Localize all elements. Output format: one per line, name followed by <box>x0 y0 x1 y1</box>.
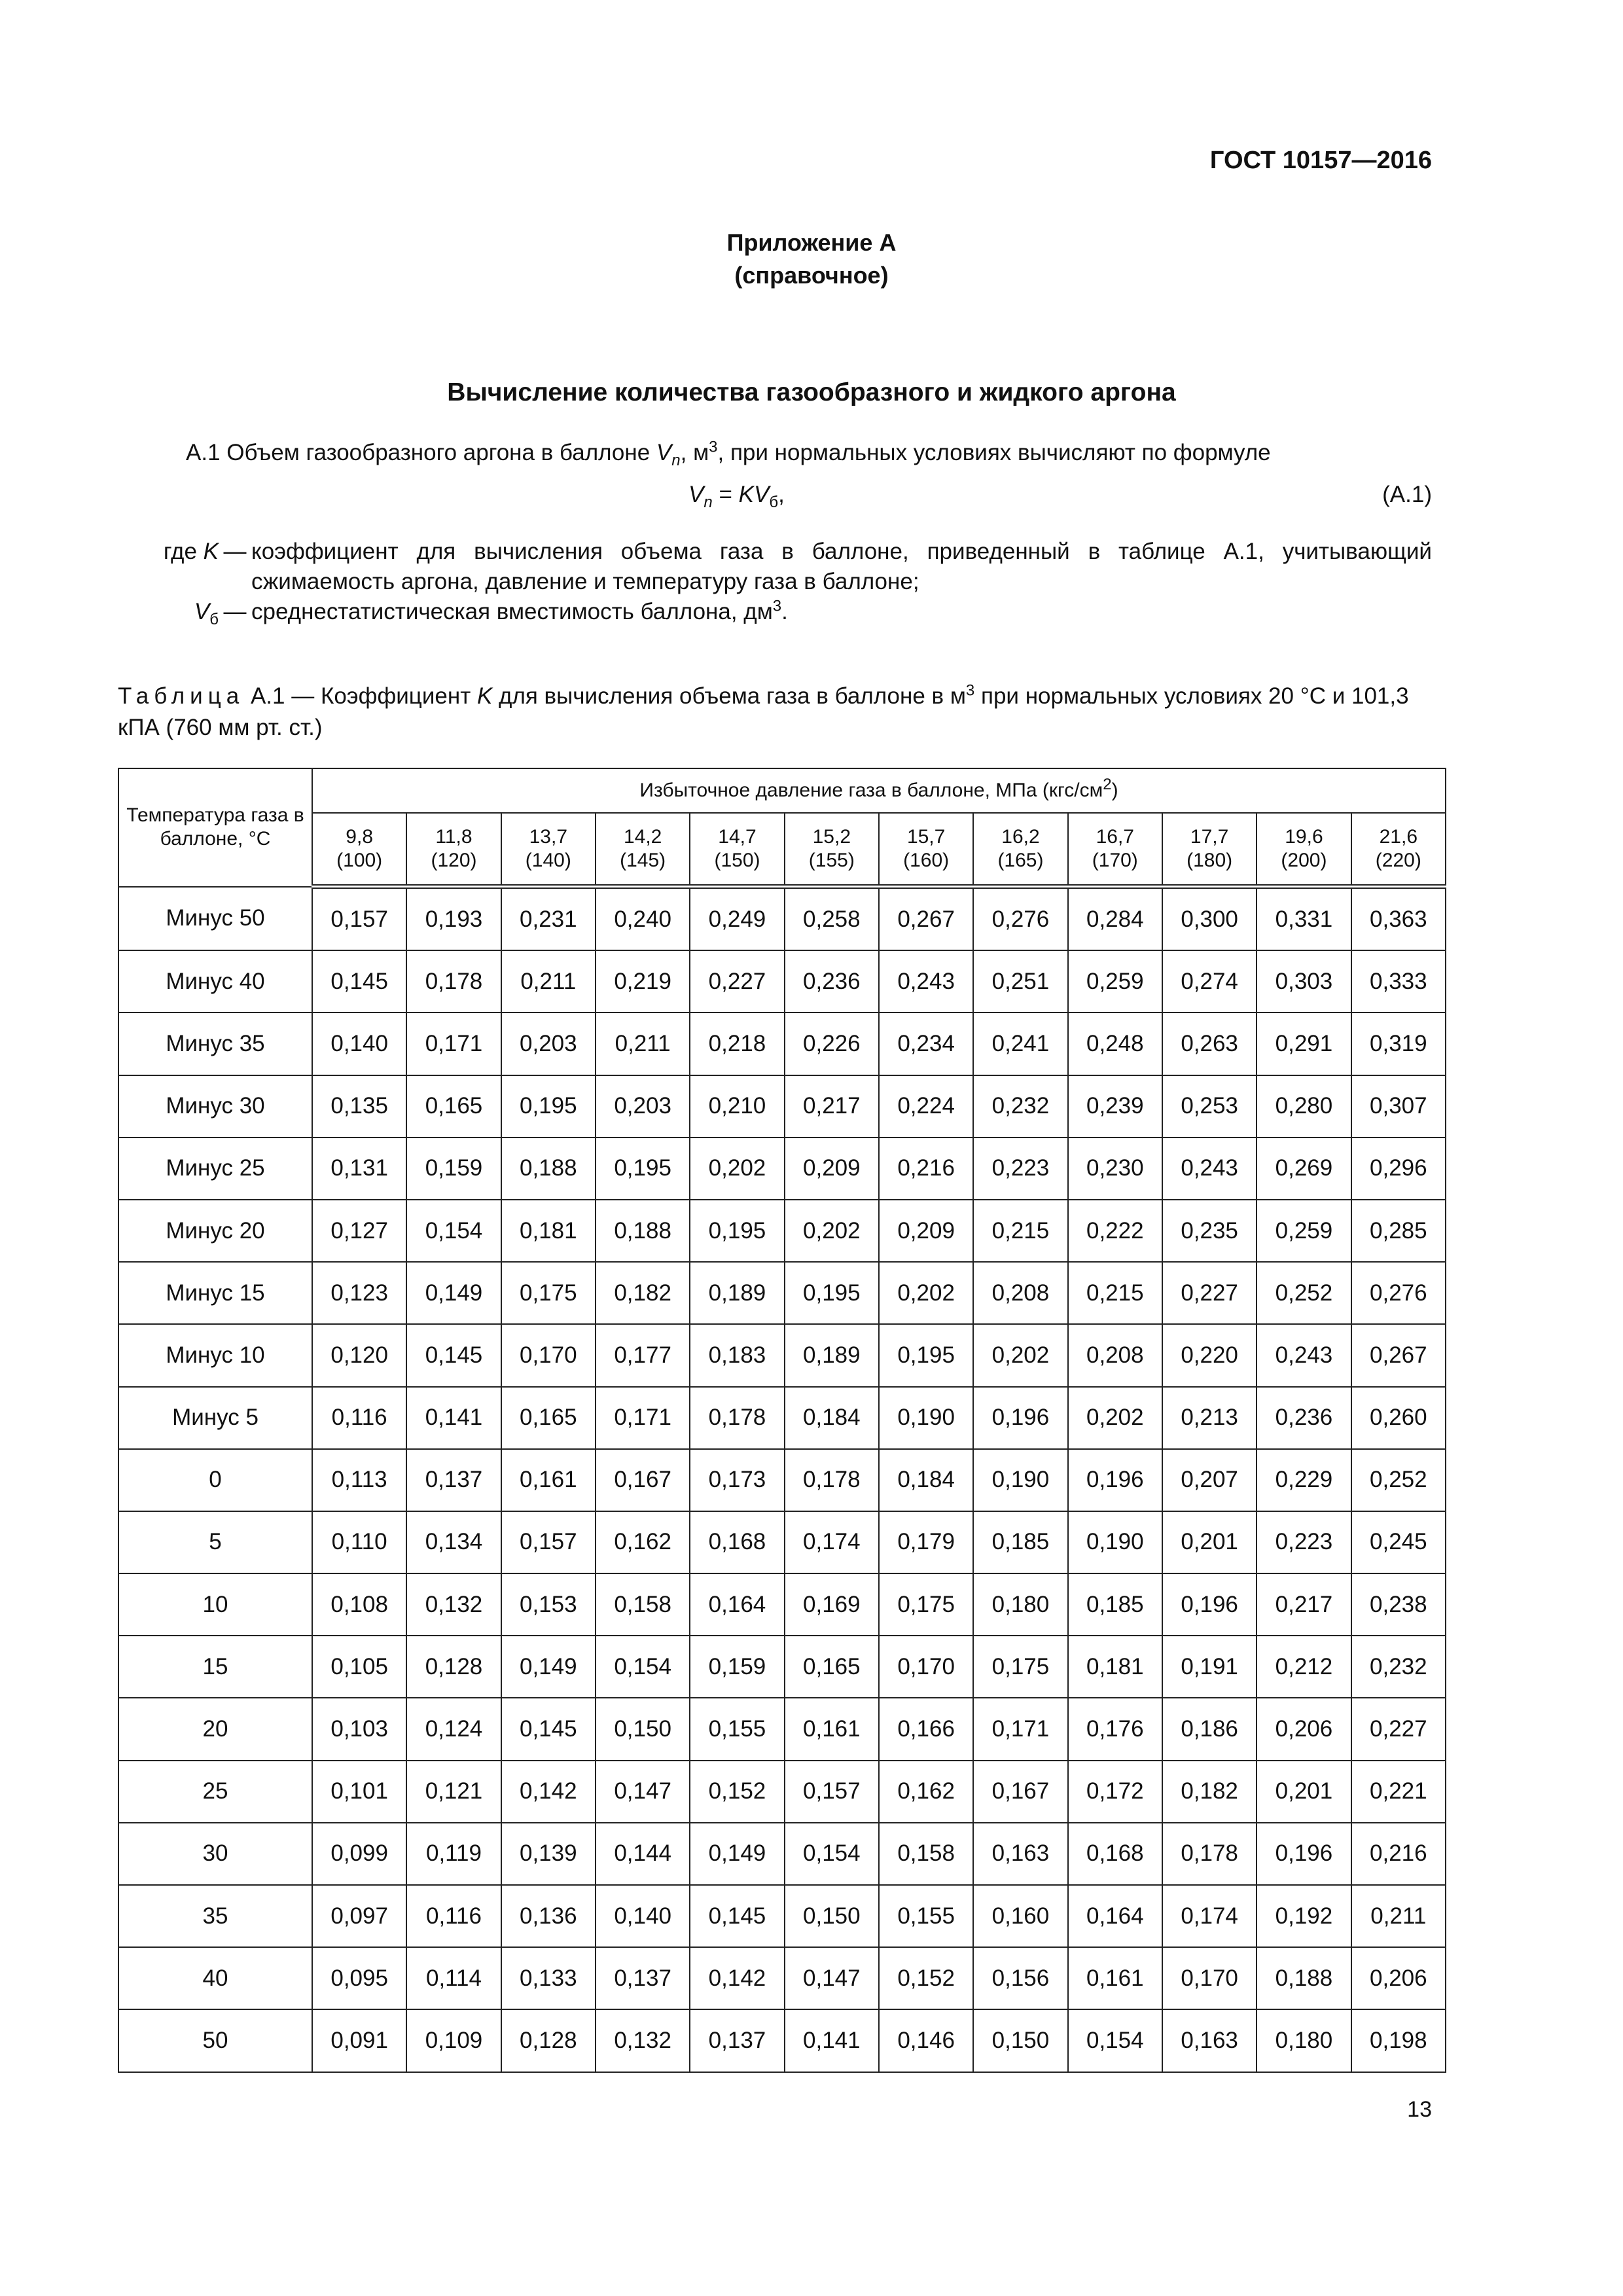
row-temperature: Минус 20 <box>118 1200 312 1262</box>
coefficient-table <box>118 768 1446 2073</box>
table-cell: 0,110 <box>312 1511 406 1573</box>
definitions <box>118 537 1432 627</box>
table-cell: 0,145 <box>312 950 406 1013</box>
table-cell: 0,127 <box>312 1200 406 1262</box>
table-cell: 0,201 <box>1162 1511 1257 1573</box>
table-cell: 0,222 <box>1068 1200 1162 1262</box>
table-cell: 0,221 <box>1351 1761 1446 1823</box>
table-cell: 0,248 <box>1068 1013 1162 1075</box>
table-cell: 0,274 <box>1162 950 1257 1013</box>
table-cell: 0,161 <box>785 1698 879 1760</box>
table-cell: 0,190 <box>973 1449 1067 1511</box>
table-cell: 0,190 <box>879 1387 973 1449</box>
table-row <box>118 2009 1446 2072</box>
table-cell: 0,175 <box>501 1262 596 1324</box>
table-row <box>118 1885 1446 1947</box>
table-cell: 0,180 <box>1257 2009 1351 2072</box>
row-temperature: Минус 35 <box>118 1013 312 1075</box>
table-cell: 0,140 <box>596 1885 690 1947</box>
column-header: 17,7 (180) <box>1162 813 1257 887</box>
section-title: Вычисление количества газообразного и жидкого аргона <box>447 378 1176 406</box>
table-cell: 0,227 <box>1162 1262 1257 1324</box>
table-cell: 0,202 <box>1068 1387 1162 1449</box>
table-cell: 0,211 <box>596 1013 690 1075</box>
table-cell: 0,176 <box>1068 1698 1162 1760</box>
table-cell: 0,136 <box>501 1885 596 1947</box>
standard-number: ГОСТ 10157—2016 <box>1209 147 1432 174</box>
table-cell: 0,207 <box>1162 1449 1257 1511</box>
row-temperature: Минус 10 <box>118 1324 312 1386</box>
table-cell: 0,159 <box>406 1138 501 1200</box>
table-cell: 0,211 <box>1351 1885 1446 1947</box>
table-cell: 0,296 <box>1351 1138 1446 1200</box>
table-row <box>118 1573 1446 1636</box>
table-cell: 0,153 <box>501 1573 596 1636</box>
table-row <box>118 1636 1446 1698</box>
table-cell: 0,178 <box>1162 1823 1257 1885</box>
table-cell: 0,218 <box>690 1013 784 1075</box>
table-cell: 0,123 <box>312 1262 406 1324</box>
table-cell: 0,162 <box>879 1761 973 1823</box>
table-cell: 0,331 <box>1257 887 1351 951</box>
table-cell: 0,236 <box>785 950 879 1013</box>
table-cell: 0,165 <box>785 1636 879 1698</box>
table-cell: 0,116 <box>312 1387 406 1449</box>
table-cell: 0,189 <box>785 1324 879 1386</box>
table-cell: 0,095 <box>312 1947 406 2009</box>
table-cell: 0,162 <box>596 1511 690 1573</box>
table-cell: 0,128 <box>501 2009 596 2072</box>
row-header-temperature: Температура газа в баллоне, °С <box>118 768 312 887</box>
table-cell: 0,164 <box>1068 1885 1162 1947</box>
table-cell: 0,121 <box>406 1761 501 1823</box>
table-cell: 0,159 <box>690 1636 784 1698</box>
table-cell: 0,147 <box>785 1947 879 2009</box>
table-cell: 0,188 <box>596 1200 690 1262</box>
table-cell: 0,232 <box>1351 1636 1446 1698</box>
table-cell: 0,113 <box>312 1449 406 1511</box>
table-cell: 0,186 <box>1162 1698 1257 1760</box>
appendix-type: (справочное) <box>734 262 889 289</box>
table-cell: 0,157 <box>312 887 406 951</box>
table-cell: 0,210 <box>690 1075 784 1138</box>
table-cell: 0,196 <box>1257 1823 1351 1885</box>
table-row <box>118 1200 1446 1262</box>
table-cell: 0,291 <box>1257 1013 1351 1075</box>
table-cell: 0,099 <box>312 1823 406 1885</box>
table-cell: 0,181 <box>501 1200 596 1262</box>
row-temperature: Минус 5 <box>118 1387 312 1449</box>
table-row <box>118 1698 1446 1760</box>
table-row <box>118 1013 1446 1075</box>
table-cell: 0,152 <box>690 1761 784 1823</box>
table-cell: 0,170 <box>501 1324 596 1386</box>
table-cell: 0,208 <box>1068 1324 1162 1386</box>
table-cell: 0,240 <box>596 887 690 951</box>
table-cell: 0,227 <box>690 950 784 1013</box>
table-cell: 0,141 <box>785 2009 879 2072</box>
table-cell: 0,234 <box>879 1013 973 1075</box>
table-cell: 0,177 <box>596 1324 690 1386</box>
table-cell: 0,243 <box>1257 1324 1351 1386</box>
table-row <box>118 1075 1446 1138</box>
row-temperature: 10 <box>118 1573 312 1636</box>
page-number: 13 <box>1407 2097 1432 2122</box>
table-cell: 0,252 <box>1257 1262 1351 1324</box>
table-cell: 0,276 <box>973 887 1067 951</box>
table-cell: 0,213 <box>1162 1387 1257 1449</box>
table-cell: 0,229 <box>1257 1449 1351 1511</box>
table-row <box>118 1324 1446 1386</box>
column-header: 16,7 (170) <box>1068 813 1162 887</box>
table-cell: 0,171 <box>596 1387 690 1449</box>
table-cell: 0,333 <box>1351 950 1446 1013</box>
table-cell: 0,155 <box>690 1698 784 1760</box>
table-cell: 0,174 <box>785 1511 879 1573</box>
table-cell: 0,223 <box>973 1138 1067 1200</box>
column-header: 15,7 (160) <box>879 813 973 887</box>
table-cell: 0,241 <box>973 1013 1067 1075</box>
table-cell: 0,185 <box>973 1511 1067 1573</box>
table-cell: 0,192 <box>1257 1885 1351 1947</box>
table-cell: 0,154 <box>406 1200 501 1262</box>
table-cell: 0,105 <box>312 1636 406 1698</box>
table-cell: 0,231 <box>501 887 596 951</box>
row-temperature: 35 <box>118 1885 312 1947</box>
table-cell: 0,238 <box>1351 1573 1446 1636</box>
table-row <box>118 1947 1446 2009</box>
table-cell: 0,155 <box>879 1885 973 1947</box>
table-cell: 0,280 <box>1257 1075 1351 1138</box>
table-cell: 0,206 <box>1257 1698 1351 1760</box>
table-cell: 0,185 <box>1068 1573 1162 1636</box>
table-cell: 0,170 <box>1162 1947 1257 2009</box>
table-cell: 0,253 <box>1162 1075 1257 1138</box>
table-cell: 0,101 <box>312 1761 406 1823</box>
table-cell: 0,235 <box>1162 1200 1257 1262</box>
table-cell: 0,149 <box>406 1262 501 1324</box>
table-cell: 0,195 <box>501 1075 596 1138</box>
table-cell: 0,167 <box>973 1761 1067 1823</box>
table-cell: 0,178 <box>785 1449 879 1511</box>
column-header: 16,2 (165) <box>973 813 1067 887</box>
table-cell: 0,195 <box>690 1200 784 1262</box>
table-cell: 0,243 <box>1162 1138 1257 1200</box>
table-cell: 0,142 <box>690 1947 784 2009</box>
row-temperature: Минус 30 <box>118 1075 312 1138</box>
table-cell: 0,193 <box>406 887 501 951</box>
table-cell: 0,224 <box>879 1075 973 1138</box>
table-cell: 0,208 <box>973 1262 1067 1324</box>
table-cell: 0,220 <box>1162 1324 1257 1386</box>
row-temperature: 40 <box>118 1947 312 2009</box>
table-cell: 0,195 <box>879 1324 973 1386</box>
table-cell: 0,160 <box>973 1885 1067 1947</box>
table-cell: 0,178 <box>406 950 501 1013</box>
table-cell: 0,202 <box>973 1324 1067 1386</box>
table-cell: 0,203 <box>596 1075 690 1138</box>
table-cell: 0,190 <box>1068 1511 1162 1573</box>
table-cell: 0,195 <box>596 1138 690 1200</box>
table-cell: 0,182 <box>1162 1761 1257 1823</box>
table-cell: 0,252 <box>1351 1449 1446 1511</box>
appendix-title: Приложение А <box>726 229 897 256</box>
table-cell: 0,184 <box>785 1387 879 1449</box>
table-cell: 0,232 <box>973 1075 1067 1138</box>
table-cell: 0,174 <box>1162 1885 1257 1947</box>
table-cell: 0,226 <box>785 1013 879 1075</box>
table-cell: 0,196 <box>973 1387 1067 1449</box>
table-cell: 0,137 <box>596 1947 690 2009</box>
table-cell: 0,175 <box>973 1636 1067 1698</box>
table-cell: 0,202 <box>879 1262 973 1324</box>
table-cell: 0,267 <box>1351 1324 1446 1386</box>
table-cell: 0,149 <box>501 1636 596 1698</box>
definition-k: где K — коэффициент для вычисления объема газа в баллоне, приведенный в таблице А.1, учитывающий сжимаемость аргона, давление и температуру газа в баллоне; <box>163 539 1432 594</box>
table-cell: 0,171 <box>406 1013 501 1075</box>
table-cell: 0,145 <box>501 1698 596 1760</box>
table-cell: 0,202 <box>785 1200 879 1262</box>
table-cell: 0,245 <box>1351 1511 1446 1573</box>
table-cell: 0,191 <box>1162 1636 1257 1698</box>
table-cell: 0,114 <box>406 1947 501 2009</box>
table-cell: 0,132 <box>406 1573 501 1636</box>
table-cell: 0,137 <box>406 1449 501 1511</box>
paragraph-a1: А.1 Объем газообразного аргона в баллоне $V_n$, $м^3$, при нормальных условиях вычисляют по формуле <box>186 438 1271 469</box>
column-header: 19,6 (200) <box>1257 813 1351 887</box>
table-cell: 0,150 <box>596 1698 690 1760</box>
table-cell: 0,211 <box>501 950 596 1013</box>
table-row <box>118 1262 1446 1324</box>
table-cell: 0,260 <box>1351 1387 1446 1449</box>
table-cell: 0,097 <box>312 1885 406 1947</box>
table-row <box>118 1823 1446 1885</box>
table-cell: 0,168 <box>690 1511 784 1573</box>
table-cell: 0,141 <box>406 1387 501 1449</box>
table-cell: 0,209 <box>785 1138 879 1200</box>
table-cell: 0,173 <box>690 1449 784 1511</box>
table-cell: 0,178 <box>690 1387 784 1449</box>
table-cell: 0,180 <box>973 1573 1067 1636</box>
table-cell: 0,167 <box>596 1449 690 1511</box>
table-cell: 0,263 <box>1162 1013 1257 1075</box>
table-cell: 0,144 <box>596 1823 690 1885</box>
table-cell: 0,120 <box>312 1324 406 1386</box>
table-cell: 0,276 <box>1351 1262 1446 1324</box>
table-cell: 0,303 <box>1257 950 1351 1013</box>
table-row <box>118 950 1446 1013</box>
table-row <box>118 1761 1446 1823</box>
table-row <box>118 1511 1446 1573</box>
table-cell: 0,179 <box>879 1511 973 1573</box>
row-temperature: 25 <box>118 1761 312 1823</box>
table-cell: 0,128 <box>406 1636 501 1698</box>
table-cell: 0,152 <box>879 1947 973 2009</box>
table-cell: 0,184 <box>879 1449 973 1511</box>
row-temperature: 5 <box>118 1511 312 1573</box>
table-cell: 0,195 <box>785 1262 879 1324</box>
table-cell: 0,157 <box>501 1511 596 1573</box>
table-cell: 0,158 <box>879 1823 973 1885</box>
table-cell: 0,251 <box>973 950 1067 1013</box>
row-temperature: 20 <box>118 1698 312 1760</box>
formula-number: (А.1) <box>1382 482 1432 507</box>
column-header: 13,7 (140) <box>501 813 596 887</box>
table-cell: 0,166 <box>879 1698 973 1760</box>
table-cell: 0,156 <box>973 1947 1067 2009</box>
table-cell: 0,216 <box>879 1138 973 1200</box>
table-cell: 0,203 <box>501 1013 596 1075</box>
table-cell: 0,363 <box>1351 887 1446 951</box>
table-cell: 0,116 <box>406 1885 501 1947</box>
table-cell: 0,150 <box>785 1885 879 1947</box>
table-cell: 0,202 <box>690 1138 784 1200</box>
table-cell: 0,133 <box>501 1947 596 2009</box>
table-cell: 0,172 <box>1068 1761 1162 1823</box>
table-cell: 0,109 <box>406 2009 501 2072</box>
table-cell: 0,230 <box>1068 1138 1162 1200</box>
row-temperature: 0 <box>118 1449 312 1511</box>
table-cell: 0,132 <box>596 2009 690 2072</box>
table-cell: 0,259 <box>1257 1200 1351 1262</box>
table-cell: 0,134 <box>406 1511 501 1573</box>
table-cell: 0,227 <box>1351 1698 1446 1760</box>
table-cell: 0,217 <box>1257 1573 1351 1636</box>
table-row <box>118 1138 1446 1200</box>
table-cell: 0,154 <box>1068 2009 1162 2072</box>
table-cell: 0,158 <box>596 1573 690 1636</box>
table-row <box>118 1387 1446 1449</box>
row-temperature: Минус 15 <box>118 1262 312 1324</box>
row-temperature: 30 <box>118 1823 312 1885</box>
table-cell: 0,165 <box>406 1075 501 1138</box>
table-cell: 0,175 <box>879 1573 973 1636</box>
table-cell: 0,139 <box>501 1823 596 1885</box>
table-cell: 0,239 <box>1068 1075 1162 1138</box>
formula: $V_n = KV_б$, <box>688 482 785 511</box>
table-cell: 0,188 <box>501 1138 596 1200</box>
column-header: 9,8 (100) <box>312 813 406 887</box>
table-cell: 0,201 <box>1257 1761 1351 1823</box>
table-cell: 0,182 <box>596 1262 690 1324</box>
table-cell: 0,170 <box>879 1636 973 1698</box>
table-cell: 0,168 <box>1068 1823 1162 1885</box>
table-cell: 0,161 <box>501 1449 596 1511</box>
table-cell: 0,157 <box>785 1761 879 1823</box>
table-cell: 0,223 <box>1257 1511 1351 1573</box>
table-cell: 0,259 <box>1068 950 1162 1013</box>
table-caption: Таблица А.1 — Коэффициент K для вычисления объема газа в баллоне в $м^3$ при нормальных условиях 20 °C и 101,3 кПА (760 мм рт. ст.) <box>118 681 1409 740</box>
table-cell: 0,196 <box>1162 1573 1257 1636</box>
table-cell: 0,188 <box>1257 1947 1351 2009</box>
table-cell: 0,215 <box>973 1200 1067 1262</box>
table-cell: 0,149 <box>690 1823 784 1885</box>
definition-vb: $V_б$ — среднестатистическая вместимость баллона, $дм^3$. <box>194 597 788 628</box>
row-temperature: 50 <box>118 2009 312 2072</box>
column-header: 11,8 (120) <box>406 813 501 887</box>
table-cell: 0,154 <box>785 1823 879 1885</box>
table-cell: 0,145 <box>406 1324 501 1386</box>
table-cell: 0,219 <box>596 950 690 1013</box>
table-cell: 0,103 <box>312 1698 406 1760</box>
table-cell: 0,236 <box>1257 1387 1351 1449</box>
table-cell: 0,146 <box>879 2009 973 2072</box>
table-cell: 0,284 <box>1068 887 1162 951</box>
table-cell: 0,300 <box>1162 887 1257 951</box>
table-cell: 0,267 <box>879 887 973 951</box>
table-cell: 0,171 <box>973 1698 1067 1760</box>
table-cell: 0,183 <box>690 1324 784 1386</box>
table-cell: 0,163 <box>973 1823 1067 1885</box>
table-cell: 0,164 <box>690 1573 784 1636</box>
table-cell: 0,212 <box>1257 1636 1351 1698</box>
table-cell: 0,285 <box>1351 1200 1446 1262</box>
table-cell: 0,161 <box>1068 1947 1162 2009</box>
table-cell: 0,150 <box>973 2009 1067 2072</box>
row-temperature: Минус 50 <box>118 887 312 951</box>
table-cell: 0,307 <box>1351 1075 1446 1138</box>
table-cell: 0,165 <box>501 1387 596 1449</box>
table-cell: 0,258 <box>785 887 879 951</box>
table-cell: 0,154 <box>596 1636 690 1698</box>
table-row <box>118 1449 1446 1511</box>
table-cell: 0,209 <box>879 1200 973 1262</box>
row-temperature: Минус 25 <box>118 1138 312 1200</box>
table-cell: 0,196 <box>1068 1449 1162 1511</box>
table-cell: 0,137 <box>690 2009 784 2072</box>
table-cell: 0,091 <box>312 2009 406 2072</box>
table-cell: 0,147 <box>596 1761 690 1823</box>
row-temperature: 15 <box>118 1636 312 1698</box>
column-header: 14,2 (145) <box>596 813 690 887</box>
table-cell: 0,319 <box>1351 1013 1446 1075</box>
table-cell: 0,142 <box>501 1761 596 1823</box>
column-header: 21,6 (220) <box>1351 813 1446 887</box>
table-cell: 0,206 <box>1351 1947 1446 2009</box>
group-header-pressure: Избыточное давление газа в баллоне, МПа $(кгс/см^2)$ <box>312 768 1446 813</box>
table-cell: 0,119 <box>406 1823 501 1885</box>
column-header: 14,7 (150) <box>690 813 784 887</box>
table-cell: 0,145 <box>690 1885 784 1947</box>
table-cell: 0,189 <box>690 1262 784 1324</box>
table-cell: 0,135 <box>312 1075 406 1138</box>
table-cell: 0,243 <box>879 950 973 1013</box>
table-cell: 0,269 <box>1257 1138 1351 1200</box>
table-cell: 0,181 <box>1068 1636 1162 1698</box>
column-header: 15,2 (155) <box>785 813 879 887</box>
table-cell: 0,124 <box>406 1698 501 1760</box>
table-cell: 0,108 <box>312 1573 406 1636</box>
table-cell: 0,249 <box>690 887 784 951</box>
table-cell: 0,140 <box>312 1013 406 1075</box>
table-row <box>118 887 1446 951</box>
table-cell: 0,216 <box>1351 1823 1446 1885</box>
row-temperature: Минус 40 <box>118 950 312 1013</box>
table-cell: 0,217 <box>785 1075 879 1138</box>
table-cell: 0,198 <box>1351 2009 1446 2072</box>
table-cell: 0,215 <box>1068 1262 1162 1324</box>
table-cell: 0,131 <box>312 1138 406 1200</box>
table-cell: 0,163 <box>1162 2009 1257 2072</box>
table-cell: 0,169 <box>785 1573 879 1636</box>
